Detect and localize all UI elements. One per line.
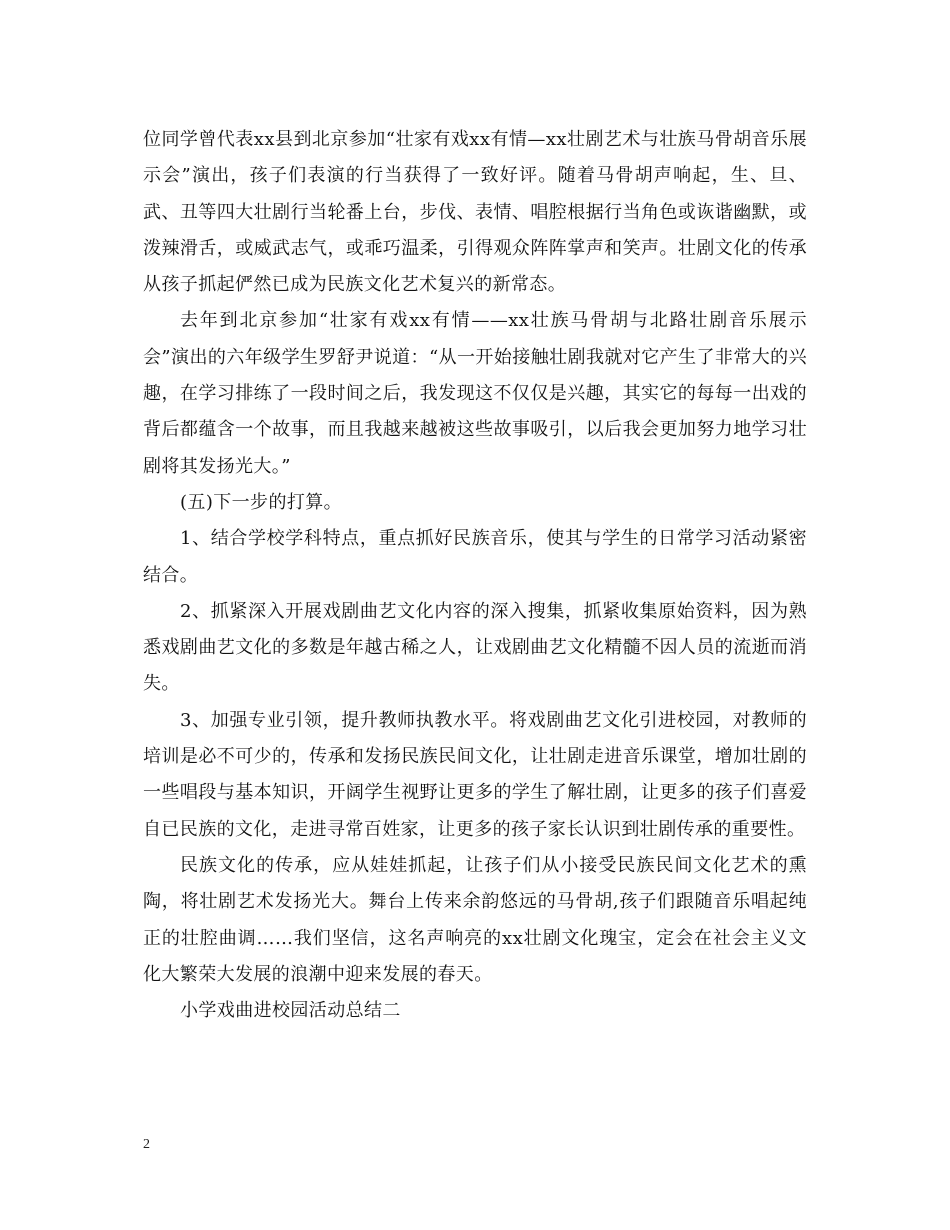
section-heading-next-steps: (五)下一步的打算。 [180, 491, 343, 513]
page-number: 2 [143, 1137, 150, 1152]
document-body [143, 122, 807, 1029]
paragraph-item-2: 2、抓紧深入开展戏剧曲艺文化内容的深入搜集，抓紧收集原始资料，因为熟悉戏剧曲艺文化的多数是年越古稀之人，让戏剧曲艺文化精髓不因人员的流逝而消失。 [143, 600, 807, 695]
next-section-title: 小学戏曲进校园活动总结二 [180, 1000, 401, 1022]
paragraph-1: 位同学曾代表xx县到北京参加“壮家有戏xx有情—xx壮剧艺术与壮族马骨胡音乐展示会”演出，孩子们表演的行当获得了一致好评。随着马骨胡声响起，生、旦、武、丑等四大壮剧行当轮番上台，步伐、表情、唱腔根据行当角色或诙谐幽默，或泼辣滑舌，或威武志气，或乖巧温柔，引得观众阵阵掌声和笑声。壮剧文化的传承从孩子抓起俨然已成为民族文化艺术复兴的新常态。 [143, 129, 807, 296]
paragraph-item-3: 3、加强专业引领，提升教师执教水平。将戏剧曲艺文化引进校园，对教师的培训是必不可少的，传承和发扬民族民间文化，让壮剧走进音乐课堂，增加壮剧的一些唱段与基本知识，开阔学生视野让更多的学生了解壮剧，让更多的孩子们喜爱自已民族的文化，走进寻常百姓家，让更多的孩子家长认识到壮剧传承的重要性。 [143, 709, 807, 840]
paragraph-item-1: 1、结合学校学科特点，重点抓好民族音乐，使其与学生的日常学习活动紧密结合。 [143, 528, 807, 586]
paragraph-2: 去年到北京参加“壮家有戏xx有情——xx壮族马骨胡与北路壮剧音乐展示会”演出的六年级学生罗舒尹说道：“从一开始接触壮剧我就对它产生了非常大的兴趣，在学习排练了一段时间之后，我发现这不仅仅是兴趣，其实它的每每一出戏的背后都蕴含一个故事，而且我越来越被这些故事吸引，以后我会更加努力地学习壮剧将其发扬光大。” [143, 310, 807, 477]
paragraph-conclusion: 民族文化的传承，应从娃娃抓起，让孩子们从小接受民族民间文化艺术的熏陶，将壮剧艺术发扬光大。舞台上传来余韵悠远的马骨胡,孩子们跟随音乐唱起纯正的壮腔曲调……我们坚信，这名声响亮的xx壮剧文化瑰宝，定会在社会主义文化大繁荣大发展的浪潮中迎来发展的春天。 [143, 854, 807, 985]
